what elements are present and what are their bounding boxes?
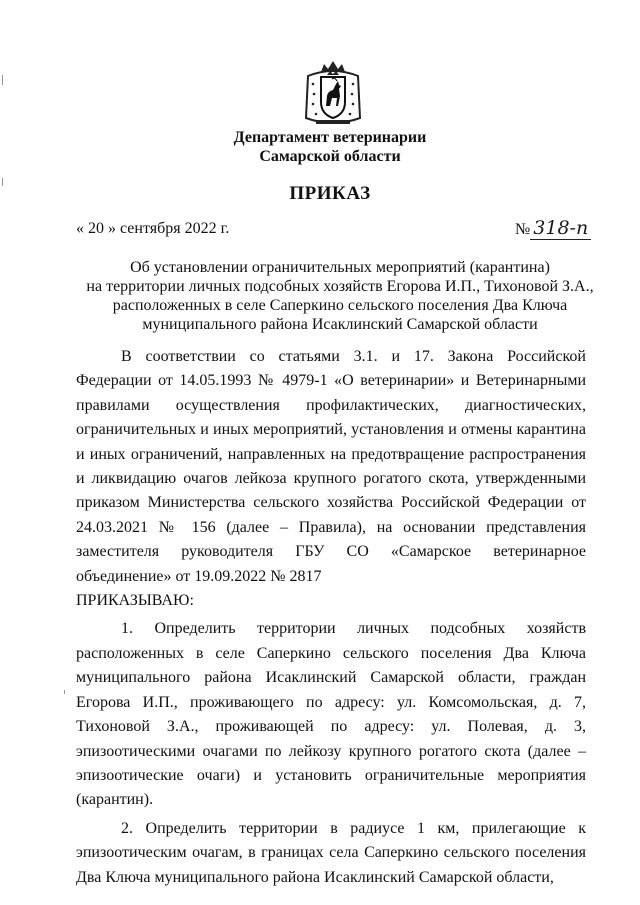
order-item-2: 2. Определить территории в радиусе 1 км, прилегающие к эпизоотическим очагам, в границах села Саперкино сельского поселения Два Ключа муниципального района Исаклинский Самарской области,: [76, 819, 586, 886]
department-name-line2: Самарской области: [259, 148, 401, 165]
order-item-1: 1. Определить территории личных подсобных хозяйств расположенных в селе Саперкино сельского поселения Два Ключа муниципального района Исаклинский Самарской области, граждан Егорова И.П., проживающего по адресу: ул. Комсомольская, д. 7, Тихоновой З.А., проживающей по адресу: ул. Полевая, д. 3, эпизоотическими очагами по лейкозу крупного рогатого скота (далее – эпизоотические очаги) и установить ограничительные мероприятия (карантин).: [76, 620, 586, 809]
order-subject: [60, 258, 620, 334]
subject-line: муниципального района Исаклинский Самарской области: [142, 316, 538, 333]
order-number-prefix: №: [515, 221, 531, 238]
document-title: ПРИКАЗ: [289, 183, 371, 204]
coat-of-arms-icon: [302, 58, 364, 128]
scan-mark: [2, 75, 3, 85]
order-number: [515, 217, 591, 239]
department-name-line1: Департамент ветеринарии: [233, 129, 427, 146]
order-directive: ПРИКАЗЫВАЮ:: [76, 592, 194, 610]
subject-line: на территории личных подсобных хозяйств Егорова И.П., Тихоновой З.А.,: [86, 278, 594, 295]
order-number-handwritten: 318-п: [530, 217, 591, 240]
subject-line: Об установлении ограничительных мероприятий (карантина): [130, 259, 550, 276]
subject-line: расположенных в селе Саперкино сельского поселения Два Ключа: [112, 297, 568, 314]
scan-mark: [2, 178, 3, 186]
order-body: [76, 345, 586, 890]
order-date: « 20 » сентября 2022 г.: [76, 220, 230, 237]
preamble-paragraph: В соответствии со статьями 3.1. и 17. Закона Российской Федерации от 14.05.1993 № 4979-1 «О ветеринарии» и Ветеринарными правилами осуществления профилактических, диагностических, ограничительных и иных мероприятий, установления и отмены карантина и иных ограничений, направленных на предотвращение распространения и ликвидацию очагов лейкоза крупного рогатого скота, утвержденными приказом Министерства сельского хозяйства Российской Федерации от 24.03.2021 № 156 (далее – Правила), на основании представления заместителя руководителя ГБУ СО «Самарское ветеринарное объединение» от 19.09.2022 № 2817: [76, 348, 586, 585]
scan-mark: [64, 690, 65, 694]
